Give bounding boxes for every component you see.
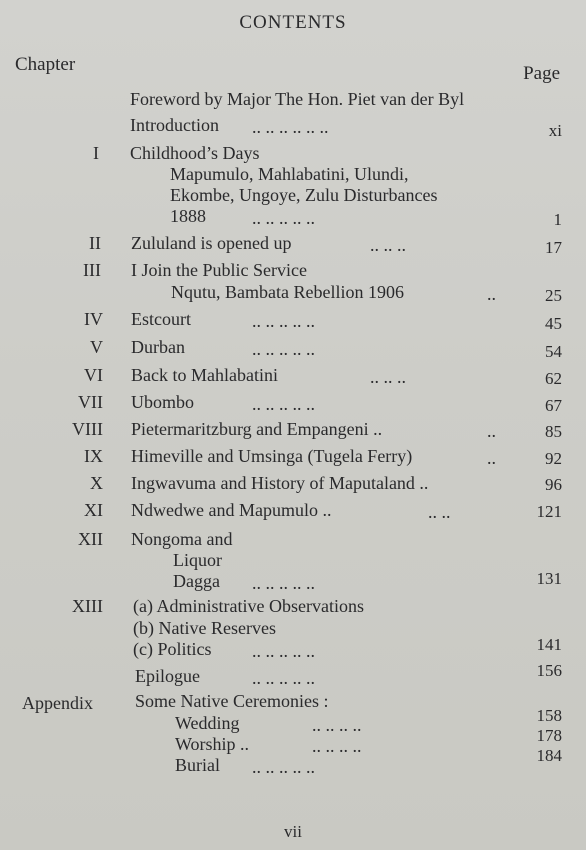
toc-leader-dots: .. .. .. .. .. ..	[252, 117, 329, 137]
toc-epilogue-page: 156	[536, 661, 562, 680]
toc-leader-dots: .. .. .. .. ..	[252, 311, 315, 331]
toc-ch5-page: 54	[545, 342, 562, 361]
toc-appendix-title: Some Native Ceremonies :	[135, 691, 329, 711]
toc-leader-dots: ..	[487, 284, 496, 304]
toc-ch3-sub1: Nqutu, Bambata Rebellion 1906	[171, 282, 404, 302]
toc-ch13-page: 141	[536, 635, 562, 654]
toc-leader-dots: .. .. .. .. ..	[252, 641, 315, 661]
toc-ch13-item-c: (c) Politics	[133, 639, 212, 659]
toc-introduction-page: xi	[548, 121, 562, 140]
toc-leader-dots: .. .. .. .. ..	[252, 208, 315, 228]
toc-leader-dots: .. .. .. .. ..	[252, 668, 315, 688]
toc-leader-dots: ..	[487, 421, 496, 441]
toc-leader-dots: ..	[487, 448, 496, 468]
toc-ch3-number: III	[83, 260, 101, 280]
toc-ch4-number: IV	[84, 309, 103, 329]
toc-ch8-page: 85	[545, 422, 562, 441]
chapter-column-header: Chapter	[15, 54, 76, 75]
toc-appendix-wedding: Wedding	[175, 713, 240, 733]
toc-ch7-number: VII	[78, 392, 103, 412]
toc-ch9-page: 92	[545, 449, 562, 468]
toc-ch10-page: 96	[545, 475, 562, 494]
toc-ch2-page: 17	[545, 238, 562, 257]
toc-ch1-sub2: Ekombe, Ungoye, Zulu Disturbances	[170, 185, 438, 205]
toc-ch9-title: Himeville and Umsinga (Tugela Ferry)	[131, 446, 413, 466]
toc-ch6-page: 62	[545, 369, 562, 388]
toc-foreword-title: Foreword by Major The Hon. Piet van der Byl	[130, 89, 465, 109]
toc-leader-dots: .. .. ..	[370, 367, 406, 387]
toc-appendix-label: Appendix	[22, 693, 93, 713]
toc-ch3-title: I Join the Public Service	[131, 260, 307, 280]
toc-ch1-number: I	[93, 143, 99, 163]
toc-ch13-item-b: (b) Native Reserves	[133, 618, 276, 638]
toc-ch9-number: IX	[84, 446, 103, 466]
toc-leader-dots: .. .. .. ..	[312, 736, 362, 756]
toc-introduction-title: Introduction	[130, 115, 219, 135]
toc-leader-dots: .. ..	[428, 502, 451, 522]
toc-appendix-burial-page: 184	[536, 746, 562, 765]
toc-leader-dots: .. .. .. ..	[312, 715, 362, 735]
toc-ch12-number: XII	[78, 529, 103, 549]
toc-ch12-sub1: Liquor	[173, 550, 222, 570]
toc-ch12-title: Nongoma and	[131, 529, 233, 549]
page-column-header: Page	[523, 63, 560, 84]
toc-ch13-number: XIII	[72, 596, 103, 616]
toc-ch12-sub2: Dagga	[173, 571, 220, 591]
toc-leader-dots: .. .. .. .. ..	[252, 394, 315, 414]
toc-ch1-sub1: Mapumulo, Mahlabatini, Ulundi,	[170, 164, 409, 184]
toc-ch11-title: Ndwedwe and Mapumulo ..	[131, 500, 332, 520]
toc-appendix-burial: Burial	[175, 755, 220, 775]
page-folio: vii	[284, 822, 302, 841]
toc-ch8-number: VIII	[72, 419, 103, 439]
toc-ch6-number: VI	[84, 365, 103, 385]
toc-ch6-title: Back to Mahlabatini	[131, 365, 278, 385]
toc-ch5-number: V	[90, 337, 103, 357]
toc-ch11-number: XI	[84, 500, 103, 520]
toc-appendix-worship-page: 178	[536, 726, 562, 745]
toc-leader-dots: .. .. .. .. ..	[252, 757, 315, 777]
toc-leader-dots: .. .. .. .. ..	[252, 573, 315, 593]
toc-epilogue-title: Epilogue	[135, 666, 200, 686]
toc-ch4-page: 45	[545, 314, 562, 333]
toc-ch10-number: X	[90, 473, 103, 493]
toc-ch2-number: II	[89, 233, 101, 253]
toc-ch1-page: 1	[553, 210, 562, 229]
toc-leader-dots: .. .. ..	[370, 235, 406, 255]
toc-ch2-title: Zululand is opened up	[131, 233, 292, 253]
toc-ch4-title: Estcourt	[131, 309, 191, 329]
page-title: CONTENTS	[239, 12, 347, 33]
toc-ch10-title: Ingwavuma and History of Maputaland ..	[131, 473, 429, 493]
toc-ch5-title: Durban	[131, 337, 185, 357]
toc-ch3-page: 25	[545, 286, 562, 305]
toc-ch12-page: 131	[536, 569, 562, 588]
toc-ch11-page: 121	[536, 502, 562, 521]
toc-appendix-worship: Worship ..	[175, 734, 250, 754]
toc-leader-dots: .. .. .. .. ..	[252, 339, 315, 359]
toc-ch1-sub3: 1888	[170, 206, 206, 226]
toc-ch7-page: 67	[545, 396, 562, 415]
toc-appendix-wedding-page: 158	[536, 706, 562, 725]
toc-ch13-item-a: (a) Administrative Observations	[133, 596, 364, 616]
toc-ch7-title: Ubombo	[131, 392, 194, 412]
toc-ch1-title: Childhood’s Days	[130, 143, 260, 163]
toc-ch8-title: Pietermaritzburg and Empangeni ..	[131, 419, 383, 439]
